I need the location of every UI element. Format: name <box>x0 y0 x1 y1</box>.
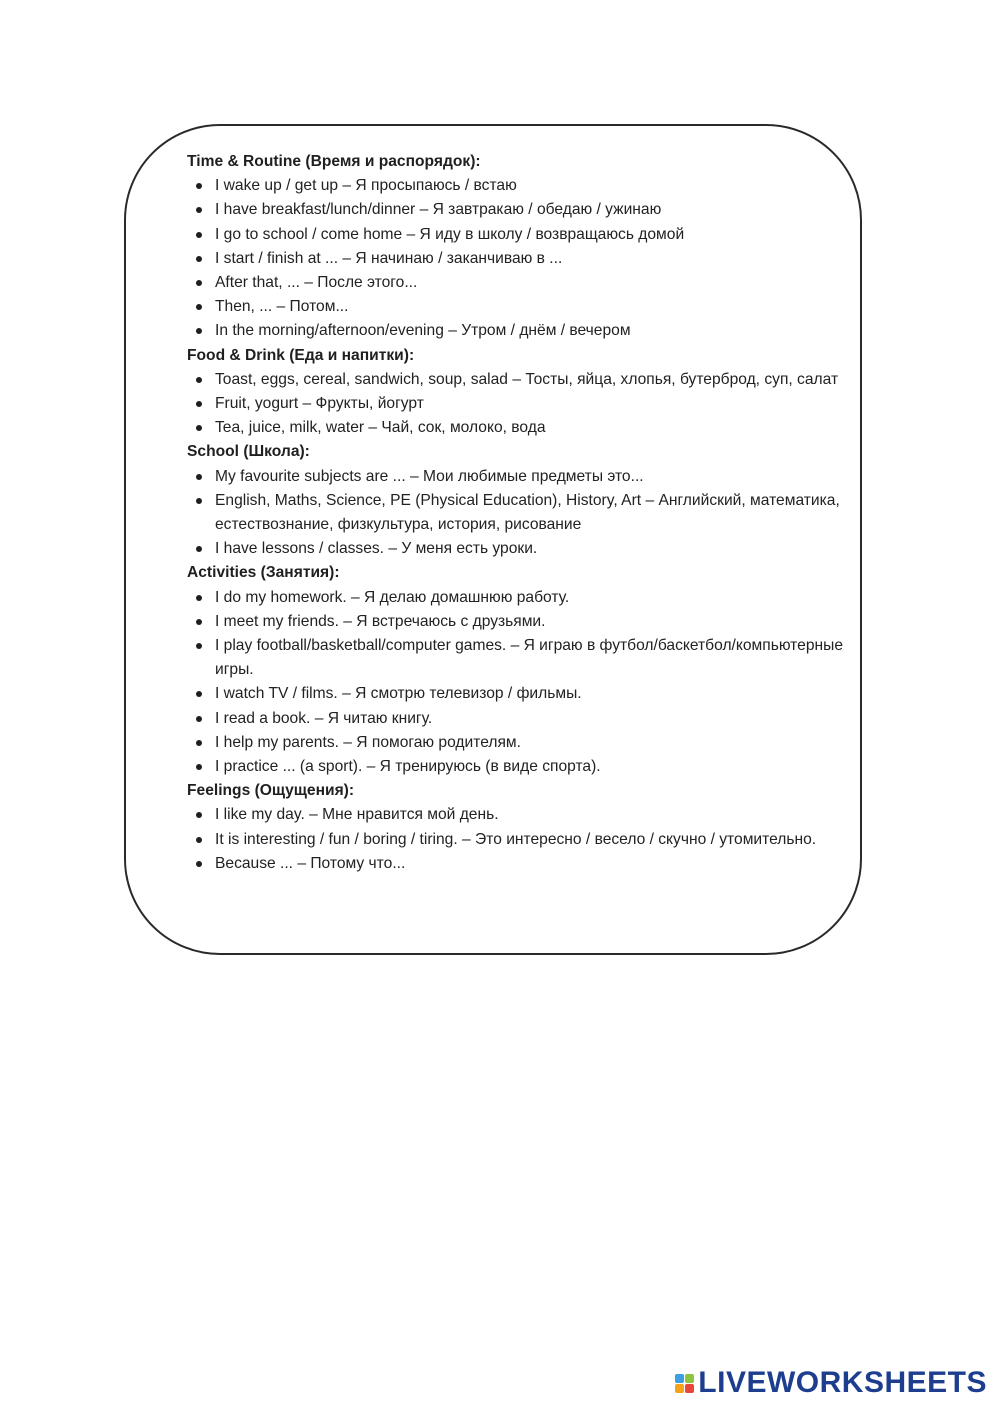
logo-text: LIVEWORKSHEETS <box>698 1366 987 1399</box>
bullet-icon <box>196 691 202 697</box>
bullet-icon <box>196 401 202 407</box>
list-item: Fruit, yogurt – Фрукты, йогурт <box>187 392 855 416</box>
bullet-icon <box>196 595 202 601</box>
bullet-icon <box>196 643 202 649</box>
list-item: I have lessons / classes. – У меня есть уроки. <box>187 537 855 561</box>
section-title: Food & Drink (Еда и напитки): <box>187 346 415 364</box>
worksheet-content <box>187 150 855 876</box>
bullet-icon <box>196 207 202 213</box>
list-item: Tea, juice, milk, water – Чай, сок, молоко, вода <box>187 416 855 440</box>
bullet-icon <box>196 619 202 625</box>
section-title: School (Школа): <box>187 443 310 461</box>
bullet-icon <box>196 280 202 286</box>
item-list <box>187 465 855 562</box>
list-item: I start / finish at ... – Я начинаю / заканчиваю в ... <box>187 247 855 271</box>
section-time-routine <box>187 150 855 344</box>
section-activities <box>187 561 855 779</box>
list-item: In the morning/afternoon/evening – Утром / днём / вечером <box>187 319 855 343</box>
list-item: I read a book. – Я читаю книгу. <box>187 707 855 731</box>
list-item: It is interesting / fun / boring / tiring. – Это интересно / весело / скучно / утомительно. <box>187 828 855 852</box>
section-feelings <box>187 779 855 876</box>
bullet-icon <box>196 812 202 818</box>
item-list <box>187 174 855 343</box>
list-item: I watch TV / films. – Я смотрю телевизор / фильмы. <box>187 682 855 706</box>
list-item: After that, ... – После этого... <box>187 271 855 295</box>
list-item: Because ... – Потому что... <box>187 852 855 876</box>
list-item: I meet my friends. – Я встречаюсь с друзьями. <box>187 610 855 634</box>
bullet-icon <box>196 425 202 431</box>
bullet-icon <box>196 474 202 480</box>
item-list <box>187 586 855 780</box>
bullet-icon <box>196 498 202 504</box>
section-title: Feelings (Ощущения): <box>187 782 355 800</box>
bullet-icon <box>196 304 202 310</box>
list-item: I wake up / get up – Я просыпаюсь / встаю <box>187 174 855 198</box>
bullet-icon <box>196 740 202 746</box>
section-school <box>187 440 855 561</box>
list-item: Toast, eggs, cereal, sandwich, soup, salad – Тосты, яйца, хлопья, бутерброд, суп, салат <box>187 368 855 392</box>
bullet-icon <box>196 256 202 262</box>
logo-square <box>675 1384 684 1393</box>
logo-square <box>675 1374 684 1383</box>
logo-mark-icon <box>675 1374 694 1393</box>
list-item: I play football/basketball/computer games. – Я играю в футбол/баскетбол/компьютерные игры. <box>187 634 855 682</box>
section-title: Time & Routine (Время и распорядок): <box>187 153 481 170</box>
section-food-drink <box>187 344 855 441</box>
bullet-icon <box>196 764 202 770</box>
bullet-icon <box>196 328 202 334</box>
list-item: I like my day. – Мне нравится мой день. <box>187 803 855 827</box>
item-list <box>187 803 855 876</box>
list-item: I have breakfast/lunch/dinner – Я завтракаю / обедаю / ужинаю <box>187 198 855 222</box>
bullet-icon <box>196 232 202 238</box>
logo-square <box>685 1374 694 1383</box>
bullet-icon <box>196 837 202 843</box>
list-item: I go to school / come home – Я иду в школу / возвращаюсь домой <box>187 223 855 247</box>
list-item: I practice ... (a sport). – Я тренируюсь (в виде спорта). <box>187 755 855 779</box>
bullet-icon <box>196 861 202 867</box>
list-item: I help my parents. – Я помогаю родителям. <box>187 731 855 755</box>
list-item: My favourite subjects are ... – Мои любимые предметы это... <box>187 465 855 489</box>
logo-square <box>685 1384 694 1393</box>
bullet-icon <box>196 716 202 722</box>
bullet-icon <box>196 377 202 383</box>
liveworksheets-logo[interactable] <box>675 1366 987 1400</box>
item-list <box>187 368 855 441</box>
section-title: Activities (Занятия): <box>187 564 340 582</box>
list-item: Then, ... – Потом... <box>187 295 855 319</box>
bullet-icon <box>196 546 202 552</box>
list-item: I do my homework. – Я делаю домашнюю работу. <box>187 586 855 610</box>
list-item: English, Maths, Science, PE (Physical Education), History, Art – Английский, математика, естествознание, физкультура, история, рисование <box>187 489 855 537</box>
bullet-icon <box>196 183 202 189</box>
